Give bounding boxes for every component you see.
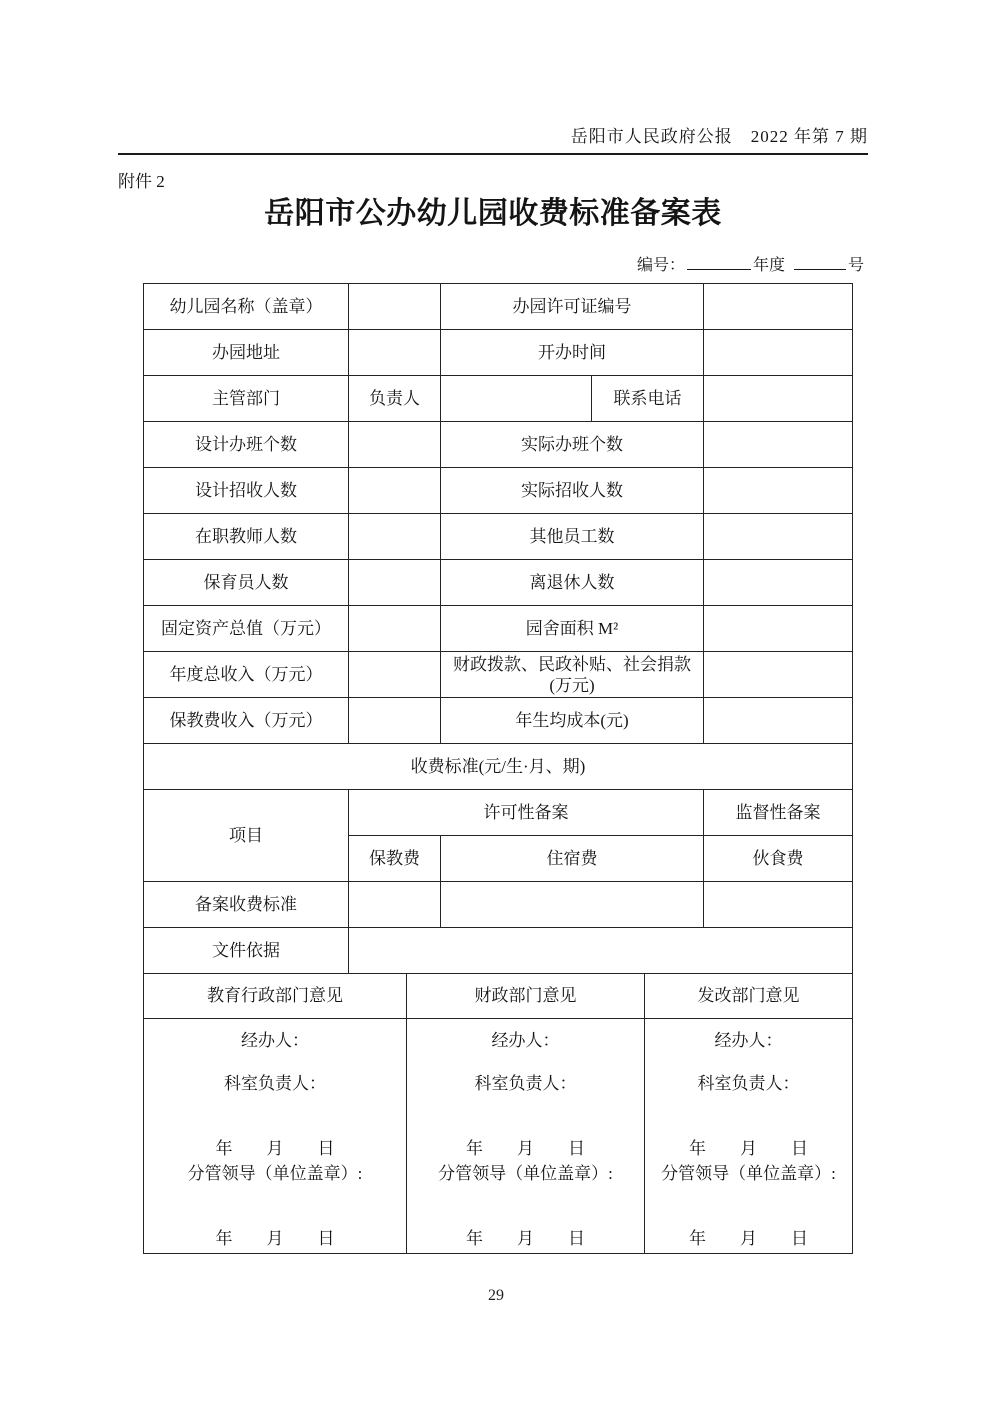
annual-income-label: 年度总收入（万元） — [144, 652, 349, 698]
person-in-charge-label: 负责人 — [349, 376, 441, 422]
opening-time-value-cell — [704, 330, 853, 376]
serial-year-label: 年度 — [752, 257, 785, 274]
serial-suffix-label: 号 — [847, 257, 864, 274]
person-in-charge-value-cell — [441, 376, 592, 422]
row-annual-income — [144, 652, 853, 698]
planned-classes-value-cell — [349, 422, 441, 468]
retirees-count-label: 离退休人数 — [441, 560, 704, 606]
tuition-income-value-cell — [349, 698, 441, 744]
kindergarten-name-value-cell — [349, 284, 441, 330]
leader-seal-label: 分管领导（单位盖章）: — [438, 1163, 613, 1183]
caregivers-count-value-cell — [349, 560, 441, 606]
license-number-label: 办园许可证编号 — [441, 284, 704, 330]
row-address — [144, 330, 853, 376]
teachers-count-label: 在职教师人数 — [144, 514, 349, 560]
serial-number-blank — [687, 255, 751, 270]
row-fee-section-header — [144, 744, 853, 790]
date-line: 年 月 日 — [689, 1228, 808, 1248]
supervised-filing-label: 监督性备案 — [704, 790, 853, 836]
actual-enrollment-label: 实际招收人数 — [441, 468, 704, 514]
fee-section-header: 收费标准(元/生·月、期) — [144, 744, 853, 790]
fee-item-label: 项目 — [144, 790, 349, 882]
tuition-income-label: 保教费收入（万元） — [144, 698, 349, 744]
page-number: 29 — [488, 1286, 504, 1304]
other-staff-value-cell — [704, 514, 853, 560]
building-area-label: 园舍面积 M² — [441, 606, 704, 652]
document-basis-value-cell — [349, 928, 853, 974]
section-chief-label: 科室负责人： — [697, 1073, 800, 1093]
row-tuition-income — [144, 698, 853, 744]
recorded-fee-label: 备案收费标准 — [144, 882, 349, 928]
recorded-boarding-value-cell — [441, 882, 704, 928]
row-opinion-headers — [144, 973, 853, 1018]
actual-classes-value-cell — [704, 422, 853, 468]
gazette-masthead: 岳阳市人民政府公报 2022 年第 7 期 — [118, 126, 868, 155]
reform-dept-opinion-label: 发改部门意见 — [645, 973, 853, 1018]
contact-phone-label: 联系电话 — [592, 376, 704, 422]
row-fee-categories — [144, 790, 853, 836]
row-fixed-assets — [144, 606, 853, 652]
fixed-assets-label: 固定资产总值（万元） — [144, 606, 349, 652]
per-student-cost-value-cell — [704, 698, 853, 744]
date-line: 年 月 日 — [215, 1228, 335, 1248]
subsidy-income-label: 财政拨款、民政补贴、社会捐款(万元) — [441, 652, 704, 698]
reform-dept-signature-cell — [645, 1018, 853, 1253]
leader-seal-label: 分管领导（单位盖章）: — [187, 1163, 363, 1183]
contact-phone-value-cell — [704, 376, 853, 422]
recorded-tuition-value-cell — [349, 882, 441, 928]
finance-dept-signature-cell — [407, 1018, 645, 1253]
row-caregivers — [144, 560, 853, 606]
fixed-assets-value-cell — [349, 606, 441, 652]
handler-label: 经办人： — [714, 1030, 783, 1050]
actual-enrollment-value-cell — [704, 468, 853, 514]
retirees-count-value-cell — [704, 560, 853, 606]
date-line: 年 月 日 — [215, 1138, 335, 1158]
licensed-filing-label: 许可性备案 — [349, 790, 704, 836]
annual-income-value-cell — [349, 652, 441, 698]
planned-enrollment-label: 设计招收人数 — [144, 468, 349, 514]
page-content — [118, 126, 868, 1254]
leader-seal-label: 分管领导（单位盖章）: — [661, 1163, 836, 1183]
serial-number-line — [118, 255, 868, 276]
per-student-cost-label: 年生均成本(元) — [441, 698, 704, 744]
meal-fee-label: 伙食费 — [704, 836, 853, 882]
row-recorded-fee — [144, 882, 853, 928]
kindergarten-name-label: 幼儿园名称（盖章） — [144, 284, 349, 330]
other-staff-label: 其他员工数 — [441, 514, 704, 560]
building-area-value-cell — [704, 606, 853, 652]
recorded-meal-value-cell — [704, 882, 853, 928]
filing-form-table — [143, 283, 853, 974]
boarding-fee-label: 住宿费 — [441, 836, 704, 882]
row-opinion-signatures — [144, 1018, 853, 1253]
row-document-basis — [144, 928, 853, 974]
handler-label: 经办人： — [491, 1030, 560, 1050]
education-dept-signature-cell — [144, 1018, 407, 1253]
finance-dept-opinion-label: 财政部门意见 — [407, 973, 645, 1018]
serial-prefix-label: 编号： — [636, 257, 685, 274]
education-dept-opinion-label: 教育行政部门意见 — [144, 973, 407, 1018]
row-planned-classes — [144, 422, 853, 468]
row-kindergarten-name — [144, 284, 853, 330]
serial-suffix-blank — [794, 255, 846, 270]
section-chief-label: 科室负责人： — [474, 1073, 577, 1093]
date-line: 年 月 日 — [466, 1138, 585, 1158]
department-opinions-table — [143, 973, 853, 1254]
section-chief-label: 科室负责人： — [224, 1073, 326, 1093]
caregivers-count-label: 保育员人数 — [144, 560, 349, 606]
department-label: 主管部门 — [144, 376, 349, 422]
address-label: 办园地址 — [144, 330, 349, 376]
subsidy-income-value-cell — [704, 652, 853, 698]
planned-classes-label: 设计办班个数 — [144, 422, 349, 468]
row-department — [144, 376, 853, 422]
attachment-label: 附件 2 — [118, 172, 165, 191]
opening-time-label: 开办时间 — [441, 330, 704, 376]
license-number-value-cell — [704, 284, 853, 330]
address-value-cell — [349, 330, 441, 376]
handler-label: 经办人： — [241, 1030, 309, 1050]
tuition-fee-label: 保教费 — [349, 836, 441, 882]
teachers-count-value-cell — [349, 514, 441, 560]
date-line: 年 月 日 — [466, 1228, 585, 1248]
planned-enrollment-value-cell — [349, 468, 441, 514]
actual-classes-label: 实际办班个数 — [441, 422, 704, 468]
date-line: 年 月 日 — [689, 1138, 808, 1158]
row-teachers — [144, 514, 853, 560]
document-basis-label: 文件依据 — [144, 928, 349, 974]
page-title: 岳阳市公办幼儿园收费标准备案表 — [264, 197, 722, 230]
row-planned-enrollment — [144, 468, 853, 514]
